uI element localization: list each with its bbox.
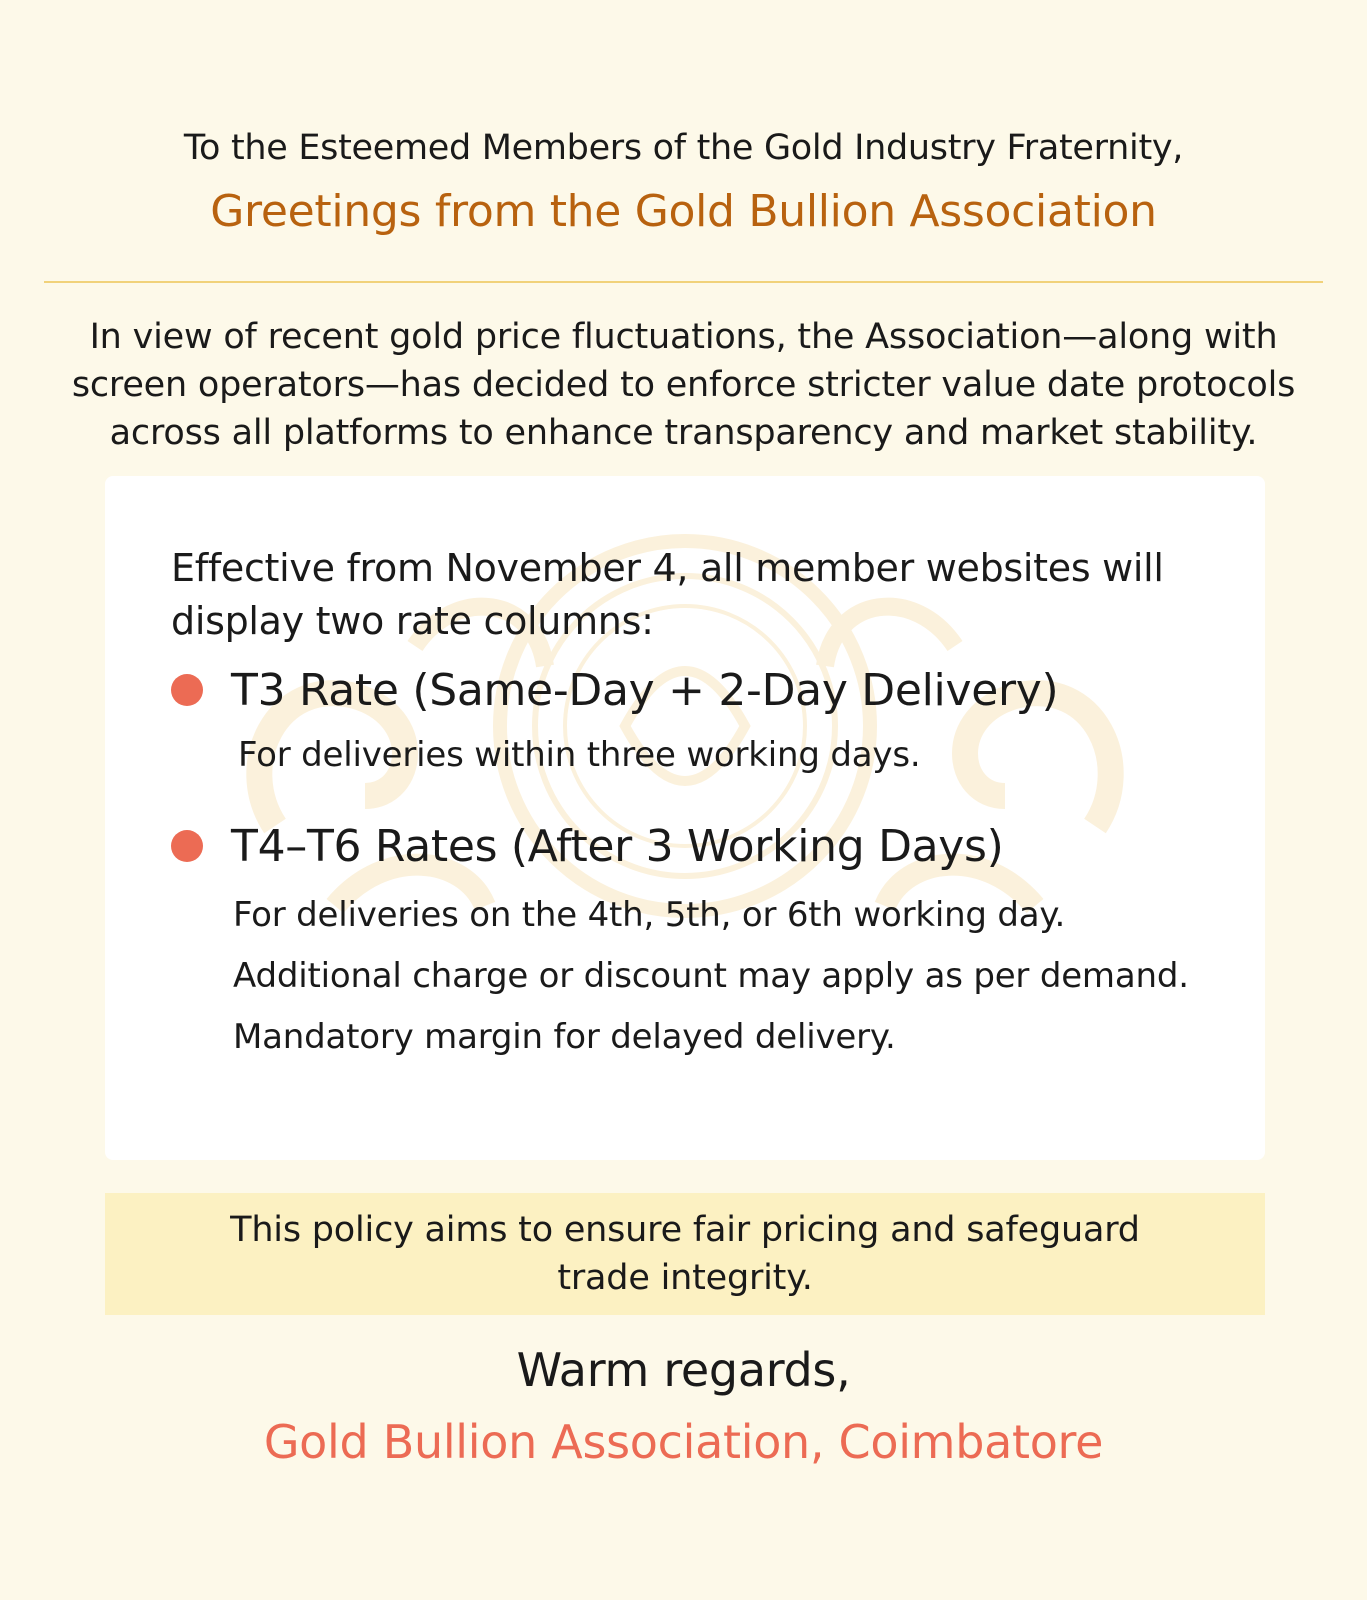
bullet-dot-icon — [171, 674, 203, 706]
rate-item-t3 — [171, 664, 1241, 718]
closing-regards: Warm regards, — [516, 1343, 851, 1397]
rate-detail: For deliveries within three working days. — [238, 735, 921, 775]
rates-card — [105, 476, 1265, 1160]
salutation: To the Esteemed Members of the Gold Industry Fraternity, — [183, 128, 1184, 168]
rate-title: T4–T6 Rates (After 3 Working Days) — [231, 821, 1004, 872]
policy-text: This policy aims to ensure fair pricing and safeguard trade integrity. — [230, 1210, 1140, 1298]
greeting-heading: Greetings from the Gold Bullion Association — [210, 186, 1157, 237]
rate-title: T3 Rate (Same-Day + 2-Day Delivery) — [231, 665, 1059, 716]
rate-detail: For deliveries on the 4th, 5th, or 6th working day. — [233, 895, 1066, 935]
signature: Gold Bullion Association, Coimbatore — [263, 1415, 1104, 1469]
effective-notice: Effective from November 4, all member websites will display two rate columns: — [171, 546, 1164, 643]
divider — [44, 281, 1323, 283]
rate-detail: Additional charge or discount may apply as per demand. — [233, 956, 1189, 996]
bullet-dot-icon — [171, 830, 203, 862]
policy-band — [105, 1193, 1265, 1315]
intro-paragraph: In view of recent gold price fluctuations, the Association—along with screen operators—has decided to enforce stricter value date protocols across all platforms to enhance transparency and market stability. — [71, 317, 1296, 453]
rate-detail: Mandatory margin for delayed delivery. — [233, 1017, 896, 1057]
rate-item-t4-t6 — [171, 820, 1241, 874]
